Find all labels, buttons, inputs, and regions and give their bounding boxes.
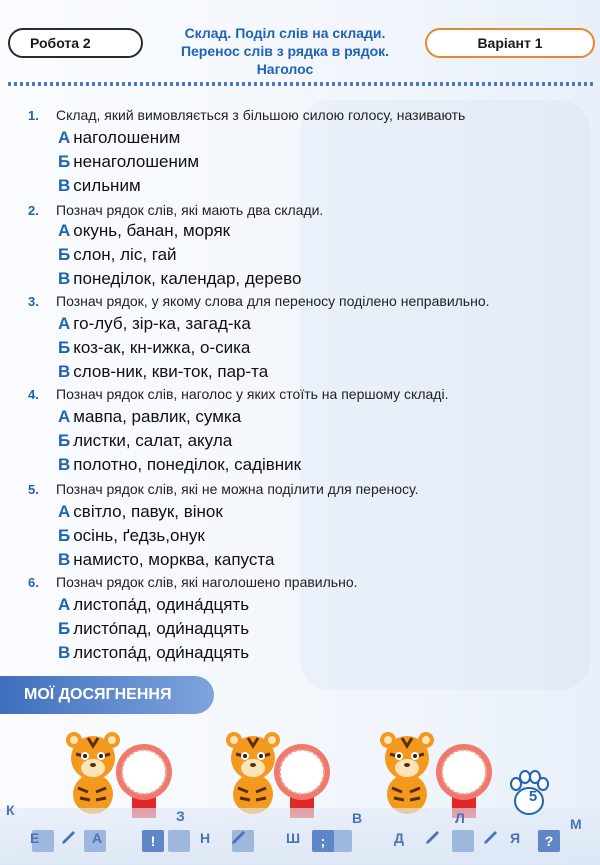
option-letter: А <box>58 128 71 147</box>
option-letter: Б <box>58 526 71 545</box>
option-letter: А <box>58 407 71 426</box>
option-letter: В <box>58 362 71 381</box>
option-letter: Б <box>58 338 71 357</box>
question-number: 3. <box>28 294 39 309</box>
strip-letter: Л <box>455 810 465 826</box>
answer-option-a[interactable] <box>58 314 251 334</box>
question-number: 5. <box>28 482 39 497</box>
answer-option-a[interactable] <box>58 221 230 241</box>
achievements-banner: МОЇ ДОСЯГНЕННЯ <box>0 676 214 714</box>
option-letter: А <box>58 502 71 521</box>
answer-option-v[interactable] <box>58 176 141 196</box>
option-text: понеділок, календар, дерево <box>73 269 302 288</box>
option-letter: Б <box>58 152 71 171</box>
strip-tile <box>168 830 190 852</box>
variant-label: Варіант 1 <box>425 28 595 58</box>
strip-letter: В <box>352 810 363 826</box>
question-text: Склад, який вимовляється з більшою силою голосу, називають <box>56 107 466 123</box>
question-number: 1. <box>28 108 39 123</box>
option-text: листо́пад, оди́надцять <box>73 619 250 638</box>
option-letter: А <box>58 595 71 614</box>
strip-letter: М <box>570 816 582 832</box>
question-text: Познач рядок слів, наголос у яких стоїть на першому складі. <box>56 386 449 402</box>
option-letter: В <box>58 176 71 195</box>
page-title <box>150 24 420 78</box>
answer-option-a[interactable] <box>58 502 223 522</box>
pencil-icon <box>228 826 250 848</box>
answer-option-b[interactable] <box>58 245 177 265</box>
answer-option-v[interactable] <box>58 643 249 663</box>
work-number-label: Робота 2 <box>8 28 143 58</box>
answer-option-v[interactable] <box>58 269 301 289</box>
answer-option-v[interactable] <box>58 550 274 570</box>
option-letter: В <box>58 455 71 474</box>
option-text: полотно, понеділок, садівник <box>73 455 302 474</box>
title-line-3: Наголос <box>256 61 314 77</box>
option-text: намисто, морква, капуста <box>73 550 275 569</box>
option-text: мавпа, равлик, сумка <box>73 407 242 426</box>
answer-option-b[interactable] <box>58 526 205 546</box>
strip-letter: К <box>6 802 15 818</box>
strip-letter: Д <box>394 830 404 846</box>
option-text: окунь, банан, моряк <box>73 221 231 240</box>
option-text: сильним <box>73 176 141 195</box>
header-divider <box>8 82 594 86</box>
option-text: листки, салат, акула <box>73 431 233 450</box>
pencil-icon <box>422 826 444 848</box>
answer-option-b[interactable] <box>58 338 250 358</box>
option-letter: В <box>58 550 71 569</box>
option-text: слов-ник, кви-ток, пар-та <box>73 362 269 381</box>
option-letter: В <box>58 269 71 288</box>
strip-symbol: ? <box>538 830 560 852</box>
question-text: Познач рядок слів, які не можна поділити для переносу. <box>56 481 419 497</box>
option-text: го-луб, зір-ка, загад-ка <box>73 314 251 333</box>
strip-letter: Я <box>510 830 521 846</box>
strip-letter: З <box>176 808 185 824</box>
pencil-icon <box>480 826 502 848</box>
answer-option-b[interactable] <box>58 431 232 451</box>
option-letter: А <box>58 314 71 333</box>
option-text: листопа́д, одина́дцять <box>73 595 250 614</box>
question-text: Познач рядок слів, які мають два склади. <box>56 202 324 218</box>
question-number: 6. <box>28 575 39 590</box>
strip-symbol: ; <box>312 830 334 852</box>
question-text: Познач рядок, у якому слова для переносу поділено неправильно. <box>56 293 490 309</box>
strip-letter: А <box>92 830 103 846</box>
option-text: наголошеним <box>73 128 181 147</box>
question-text: Познач рядок слів, які наголошено правильно. <box>56 574 358 590</box>
option-text: осінь, ґедзь,онук <box>73 526 205 545</box>
strip-symbol: ! <box>142 830 164 852</box>
strip-letter: Е <box>30 830 40 846</box>
answer-option-v[interactable] <box>58 455 301 475</box>
option-letter: Б <box>58 619 71 638</box>
option-letter: В <box>58 643 71 662</box>
answer-option-a[interactable] <box>58 595 249 615</box>
option-text: ненаголошеним <box>73 152 200 171</box>
strip-letter: Н <box>200 830 211 846</box>
option-letter: Б <box>58 245 71 264</box>
option-text: листопа́д, оди́надцять <box>73 643 250 662</box>
question-number: 4. <box>28 387 39 402</box>
strip-letter: Ш <box>286 830 301 846</box>
answer-option-a[interactable] <box>58 128 180 148</box>
question-number: 2. <box>28 203 39 218</box>
page-number: 5 <box>528 788 538 805</box>
option-text: слон, ліс, гай <box>73 245 177 264</box>
answer-option-b[interactable] <box>58 619 249 639</box>
option-letter: Б <box>58 431 71 450</box>
strip-tile <box>452 830 474 852</box>
pencil-icon <box>58 826 80 848</box>
bottom-decor-strip <box>0 802 600 865</box>
answer-option-b[interactable] <box>58 152 199 172</box>
title-line-2: Перенос слів з рядка в рядок. <box>180 43 390 59</box>
answer-option-a[interactable] <box>58 407 241 427</box>
option-text: світло, павук, вінок <box>73 502 223 521</box>
option-letter: А <box>58 221 71 240</box>
answer-option-v[interactable] <box>58 362 268 382</box>
option-text: коз-ак, кн-ижка, о-сика <box>73 338 251 357</box>
title-line-1: Склад. Поділ слів на склади. <box>184 25 386 41</box>
